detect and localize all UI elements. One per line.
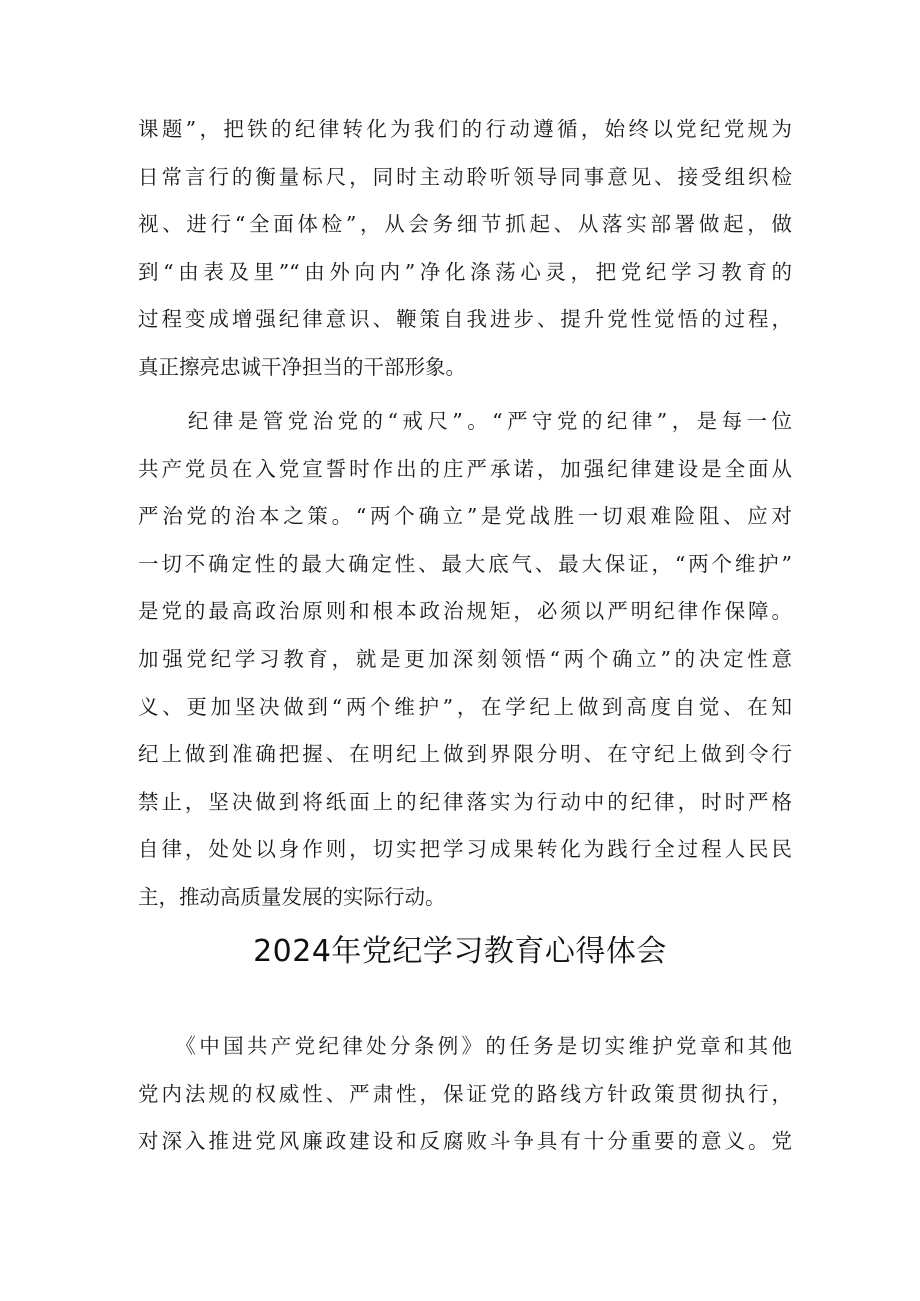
paragraph-regulations bbox=[138, 1023, 792, 1166]
text-line: 视、进行“全面体检”，从会务细节抓起、从落实部署做起，做 bbox=[138, 212, 792, 237]
text-line: 《中国共产党纪律处分条例》的任务是切实维护党章和其他 bbox=[138, 1034, 792, 1058]
text-line: 日常言行的衡量标尺，同时主动聆听领导同事意见、接受组织检 bbox=[138, 164, 792, 189]
paragraph-discipline bbox=[138, 398, 792, 922]
paragraph-continuation bbox=[138, 106, 792, 392]
text-line: 纪律是管党治党的“戒尺”。“严守党的纪律”，是每一位 bbox=[138, 409, 792, 433]
text-line: 一切不确定性的最大确定性、最大底气、最大保证，“两个维护” bbox=[138, 551, 792, 576]
text-line: 禁止，坚决做到将纸面上的纪律落实为行动中的纪律，时时严格 bbox=[138, 789, 792, 814]
text-line: 严治党的治本之策。“两个确立”是党战胜一切艰难险阻、应对 bbox=[138, 504, 792, 529]
text-line: 自律，处处以身作则，切实把学习成果转化为践行全过程人民民 bbox=[138, 837, 792, 862]
text-line: 义、更加坚决做到“两个维护”，在学纪上做到高度自觉、在知 bbox=[138, 694, 792, 719]
text-line: 过程变成增强纪律意识、鞭策自我进步、提升党性觉悟的过程， bbox=[138, 307, 792, 332]
text-line: 到“由表及里”“由外向内”净化涤荡心灵，把党纪学习教育的 bbox=[138, 259, 792, 284]
section-title: 2024年党纪学习教育心得体会 bbox=[253, 934, 667, 969]
text-line: 共产党员在入党宣誓时作出的庄严承诺，加强纪律建设是全面从 bbox=[138, 456, 792, 481]
text-line: 是党的最高政治原则和根本政治规矩，必须以严明纪律作保障。 bbox=[138, 599, 792, 624]
text-line: 加强党纪学习教育，就是更加深刻领悟“两个确立”的决定性意 bbox=[138, 646, 792, 671]
text-line: 课题”，把铁的纪律转化为我们的行动遵循，始终以党纪党规为 bbox=[138, 117, 792, 141]
text-line: 党内法规的权威性、严肃性，保证党的路线方针政策贯彻执行， bbox=[138, 1081, 792, 1106]
text-line: 主，推动高质量发展的实际行动。 bbox=[138, 884, 446, 909]
text-line: 纪上做到准确把握、在明纪上做到界限分明、在守纪上做到令行 bbox=[138, 742, 792, 767]
text-line: 真正擦亮忠诚干净担当的干部形象。 bbox=[138, 354, 466, 379]
text-line: 对深入推进党风廉政建设和反腐败斗争具有十分重要的意义。党 bbox=[138, 1129, 792, 1154]
